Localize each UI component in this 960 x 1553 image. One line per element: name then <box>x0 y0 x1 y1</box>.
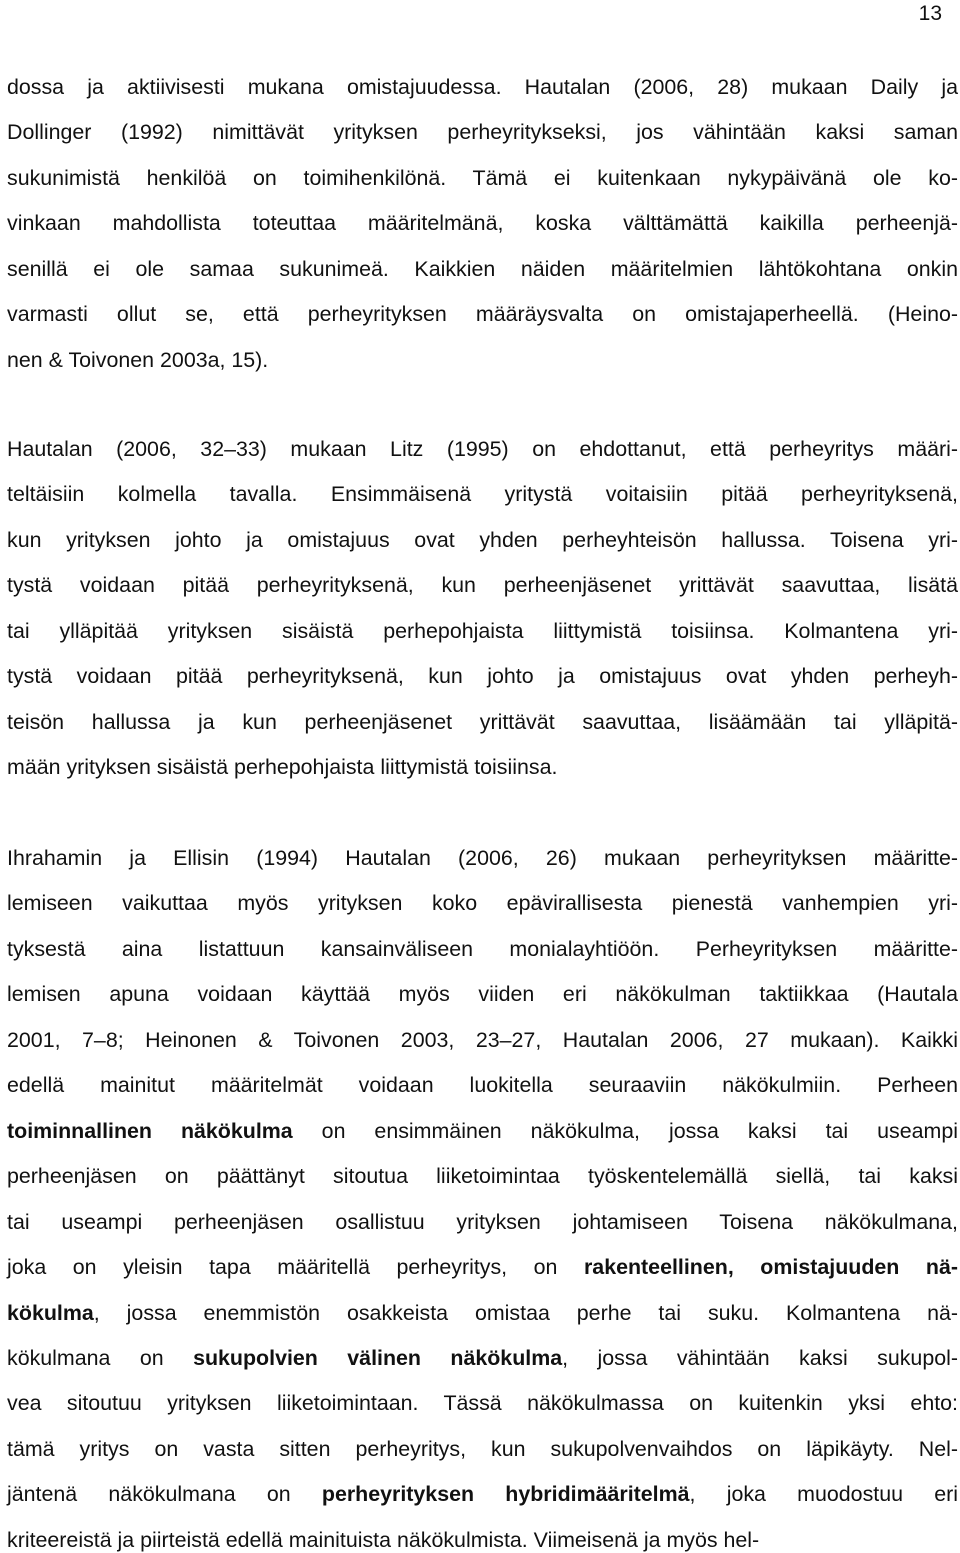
text-line <box>7 663 958 689</box>
text-line <box>7 1118 958 1144</box>
text-line <box>7 347 958 373</box>
text-segment: Ihrahamin ja Ellisin (1994) Hautalan (2006, 26) mukaan perheyrityksen määritte- <box>7 846 958 870</box>
text-line <box>7 845 958 871</box>
text-line <box>7 1209 958 1235</box>
text-segment: tai useampi perheenjäsen osallistuu yrityksen johtamiseen Toisena näkökulmana, <box>7 1209 958 1234</box>
text-segment: jäntenä näkökulmana on <box>7 1482 322 1507</box>
text-segment: vinkaan mahdollista toteuttaa määritelmänä, koska välttämättä kaikilla perheenjä- <box>7 211 958 236</box>
text-line <box>7 436 958 462</box>
text-line <box>7 256 958 282</box>
text-segment: on ensimmäinen näkökulma, jossa kaksi tai useampi <box>292 1118 958 1143</box>
text-segment: sukunimistä henkilöä on toimihenkilönä. Tämä ei kuitenkaan nykypäivänä ole ko- <box>7 165 958 190</box>
text-line <box>7 210 958 236</box>
text-line <box>7 618 958 644</box>
text-line <box>7 1300 958 1326</box>
text-line <box>7 1254 958 1280</box>
text-line <box>7 119 958 145</box>
text-line <box>7 301 958 327</box>
text-segment: tyksestä aina listattuun kansainväliseen monialayhtiöön. Perheyrityksen määritte- <box>7 936 958 961</box>
text-segment: perheenjäsen on päättänyt sitoutua liiketoimintaa työskentelemällä siellä, tai kaksi <box>7 1164 958 1189</box>
text-line <box>7 936 958 962</box>
text-segment: vea sitoutuu yrityksen liiketoimintaan. Tässä näkökulmassa on kuitenkin yksi ehto: <box>7 1391 958 1416</box>
page-number: 13 <box>918 2 942 25</box>
text-line <box>7 572 958 598</box>
text-segment: joka on yleisin tapa määritellä perheyritys, on <box>7 1255 584 1280</box>
text-segment: , jossa enemmistön osakkeista omistaa perhe tai suku. Kolmantena nä- <box>93 1300 958 1325</box>
text-line <box>7 1345 958 1371</box>
text-line <box>7 527 958 553</box>
text-segment: , joka muodostuu eri <box>689 1482 958 1507</box>
bold-term: sukupolvien välinen näkökulma <box>193 1345 563 1370</box>
bold-term: perheyrityksen hybridimääritelmä <box>321 1482 690 1507</box>
text-line <box>7 481 958 507</box>
text-segment: kriteereistä ja piirteistä edellä mainituista näkökulmista. Viimeisenä ja myös hel- <box>7 1527 760 1552</box>
text-line <box>7 1481 958 1507</box>
text-segment: kun yrityksen johto ja omistajuus ovat yhden perheyhteisön hallussa. Toisena yri- <box>7 527 958 552</box>
bold-term: toiminnallinen näkökulma <box>7 1118 293 1143</box>
text-line <box>7 1436 958 1462</box>
text-segment: senillä ei ole samaa sukunimeä. Kaikkien näiden määritelmien lähtökohtana onkin <box>7 256 958 281</box>
text-line <box>7 74 958 100</box>
text-line <box>7 1163 958 1189</box>
text-line <box>7 709 958 735</box>
text-segment: mään yrityksen sisäistä perhepohjaista liittymistä toisiinsa. <box>7 755 558 780</box>
text-line <box>7 981 958 1007</box>
text-segment: teltäisiin kolmella tavalla. Ensimmäisenä yritystä voitaisiin pitää perheyrityksenä, <box>7 482 958 507</box>
text-segment: varmasti ollut se, että perheyrityksen määräysvalta on omistajaperheellä. (Heino- <box>7 302 958 327</box>
text-segment: kökulmana on <box>7 1345 194 1370</box>
text-segment: tystä voidaan pitää perheyrityksenä, kun johto ja omistajuus ovat yhden perheyh- <box>7 664 958 689</box>
text-line <box>7 1390 958 1416</box>
text-segment: tämä yritys on vasta sitten perheyritys, kun sukupolvenvaihdos on läpikäyty. Nel- <box>7 1436 958 1461</box>
text-segment: edellä mainitut määritelmät voidaan luokitella seuraaviin näkökulmiin. Perheen <box>7 1073 958 1098</box>
text-line <box>7 165 958 191</box>
text-segment: tystä voidaan pitää perheyrityksenä, kun perheenjäsenet yrittävät saavuttaa, lisätä <box>7 573 958 598</box>
text-segment: 2001, 7–8; Heinonen & Toivonen 2003, 23–27, Hautalan 2006, 27 mukaan). Kaikki <box>7 1027 958 1052</box>
text-segment: dossa ja aktiivisesti mukana omistajuudessa. Hautalan (2006, 28) mukaan Daily ja <box>7 75 958 99</box>
text-line <box>7 1072 958 1098</box>
text-segment: Hautalan (2006, 32–33) mukaan Litz (1995) on ehdottanut, että perheyritys määri- <box>7 437 958 461</box>
text-segment: Dollinger (1992) nimittävät yrityksen perheyritykseksi, jos vähintään kaksi saman <box>7 120 958 145</box>
text-segment: lemiseen vaikuttaa myös yrityksen koko epävirallisesta pienestä vanhempien yri- <box>7 891 958 916</box>
text-line <box>7 754 958 780</box>
text-segment: nen & Toivonen 2003a, 15). <box>7 347 269 372</box>
text-segment: , jossa vähintään kaksi sukupol- <box>562 1345 958 1370</box>
text-segment: teisön hallussa ja kun perheenjäsenet yrittävät saavuttaa, lisäämään tai ylläpitä- <box>7 709 958 734</box>
text-segment: tai ylläpitää yrityksen sisäistä perhepohjaista liittymistä toisiinsa. Kolmantena yri- <box>7 618 958 643</box>
text-line <box>7 890 958 916</box>
text-segment: lemisen apuna voidaan käyttää myös viiden eri näkökulman taktiikkaa (Hautala <box>7 982 958 1007</box>
text-line <box>7 1027 958 1053</box>
bold-term: kökulma <box>7 1300 94 1325</box>
bold-term: rakenteellinen, omistajuuden nä- <box>583 1255 958 1280</box>
